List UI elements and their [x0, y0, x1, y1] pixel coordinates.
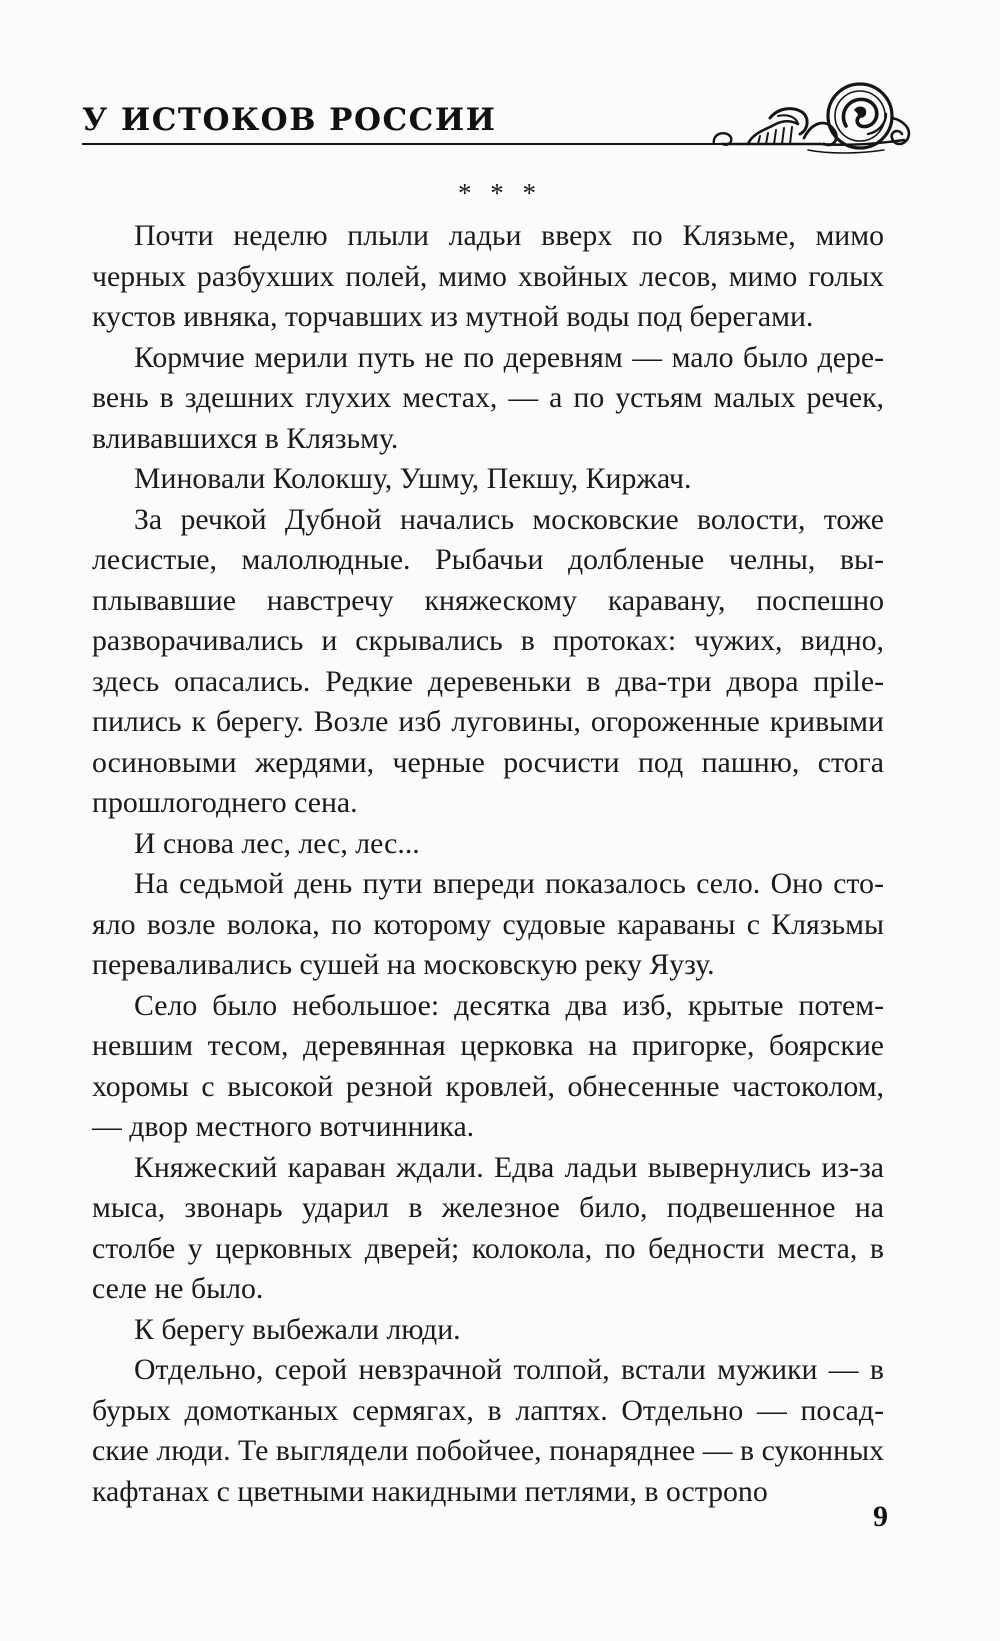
paragraph: К берегу выбежали люди.	[134, 1312, 461, 1346]
paragraph: Миновали Колокшу, Ушму, Пекшу, Киржач.	[134, 462, 692, 495]
running-header	[82, 96, 922, 156]
paragraph: И снова лес, лес, лес...	[134, 826, 420, 860]
paragraph: Отдельно, серой невзрачной толпой, встали мужики — в бурых домотканых сермягах, в лаптях. Отдельно — посадские люди. Те выглядели побойчее, понаряднее — в суконных кафтанах с цветными накидными петлями, в острono	[92, 1353, 884, 1508]
paragraph: Почти неделю плыли ладьи вверх по Клязьме, мимо черных разбухших полей, мимо хвойных лесов, мимо голых кустов ивняка, торчавших из мутной воды под берегами.	[92, 219, 884, 333]
header-rule	[82, 143, 722, 145]
section-break: * * *	[458, 178, 542, 208]
running-title: У ИСТОКОВ РОССИИ	[82, 102, 497, 138]
paragraph: За речкой Дубной начались московские волости, тоже лесистые, малолюдные. Рыбачьи долбленые челны, выплывавшие навстречу княжескому каравану, поспешно разворачивались и скрывались в протоках: чужих, видно, здесь опасались. Редкие деревеньки в два-три двора прileпились к берегу. Возле изб луговины, огороженные кривыми осиновыми жердями, черные росчисти под пашню, стога прошлогоднего сена.	[92, 502, 884, 819]
body-text	[92, 216, 884, 1512]
paragraph: Кормчие мерили путь не по деревням — мало было деревень в здешних глухих местах, — а по устьям малых речек, вливавшихся в Клязьму.	[92, 340, 884, 455]
paragraph: Княжеский караван ждали. Едва ладьи вывернулись из-за мыса, звонарь ударил в железное било, подвешенное на столбе у церковных дверей; колокола, по бедности места, в селе не было.	[92, 1150, 884, 1305]
paragraph: Село было небольшое: десятка два изб, крытые потемневшим тесом, деревянная церковка на пригорке, боярские хоромы с высокой резной кровлей, обнесенные частоколом, — двор местного вотчинника.	[92, 988, 884, 1143]
page-number: 9	[873, 1500, 888, 1533]
paragraph: На седьмой день пути впереди показалось село. Оно стояло возле волока, по которому судовые караваны с Клязьмы переваливались сушей на московскую реку Яузу.	[92, 867, 884, 981]
decorative-scroll-ornament-icon	[708, 78, 922, 162]
